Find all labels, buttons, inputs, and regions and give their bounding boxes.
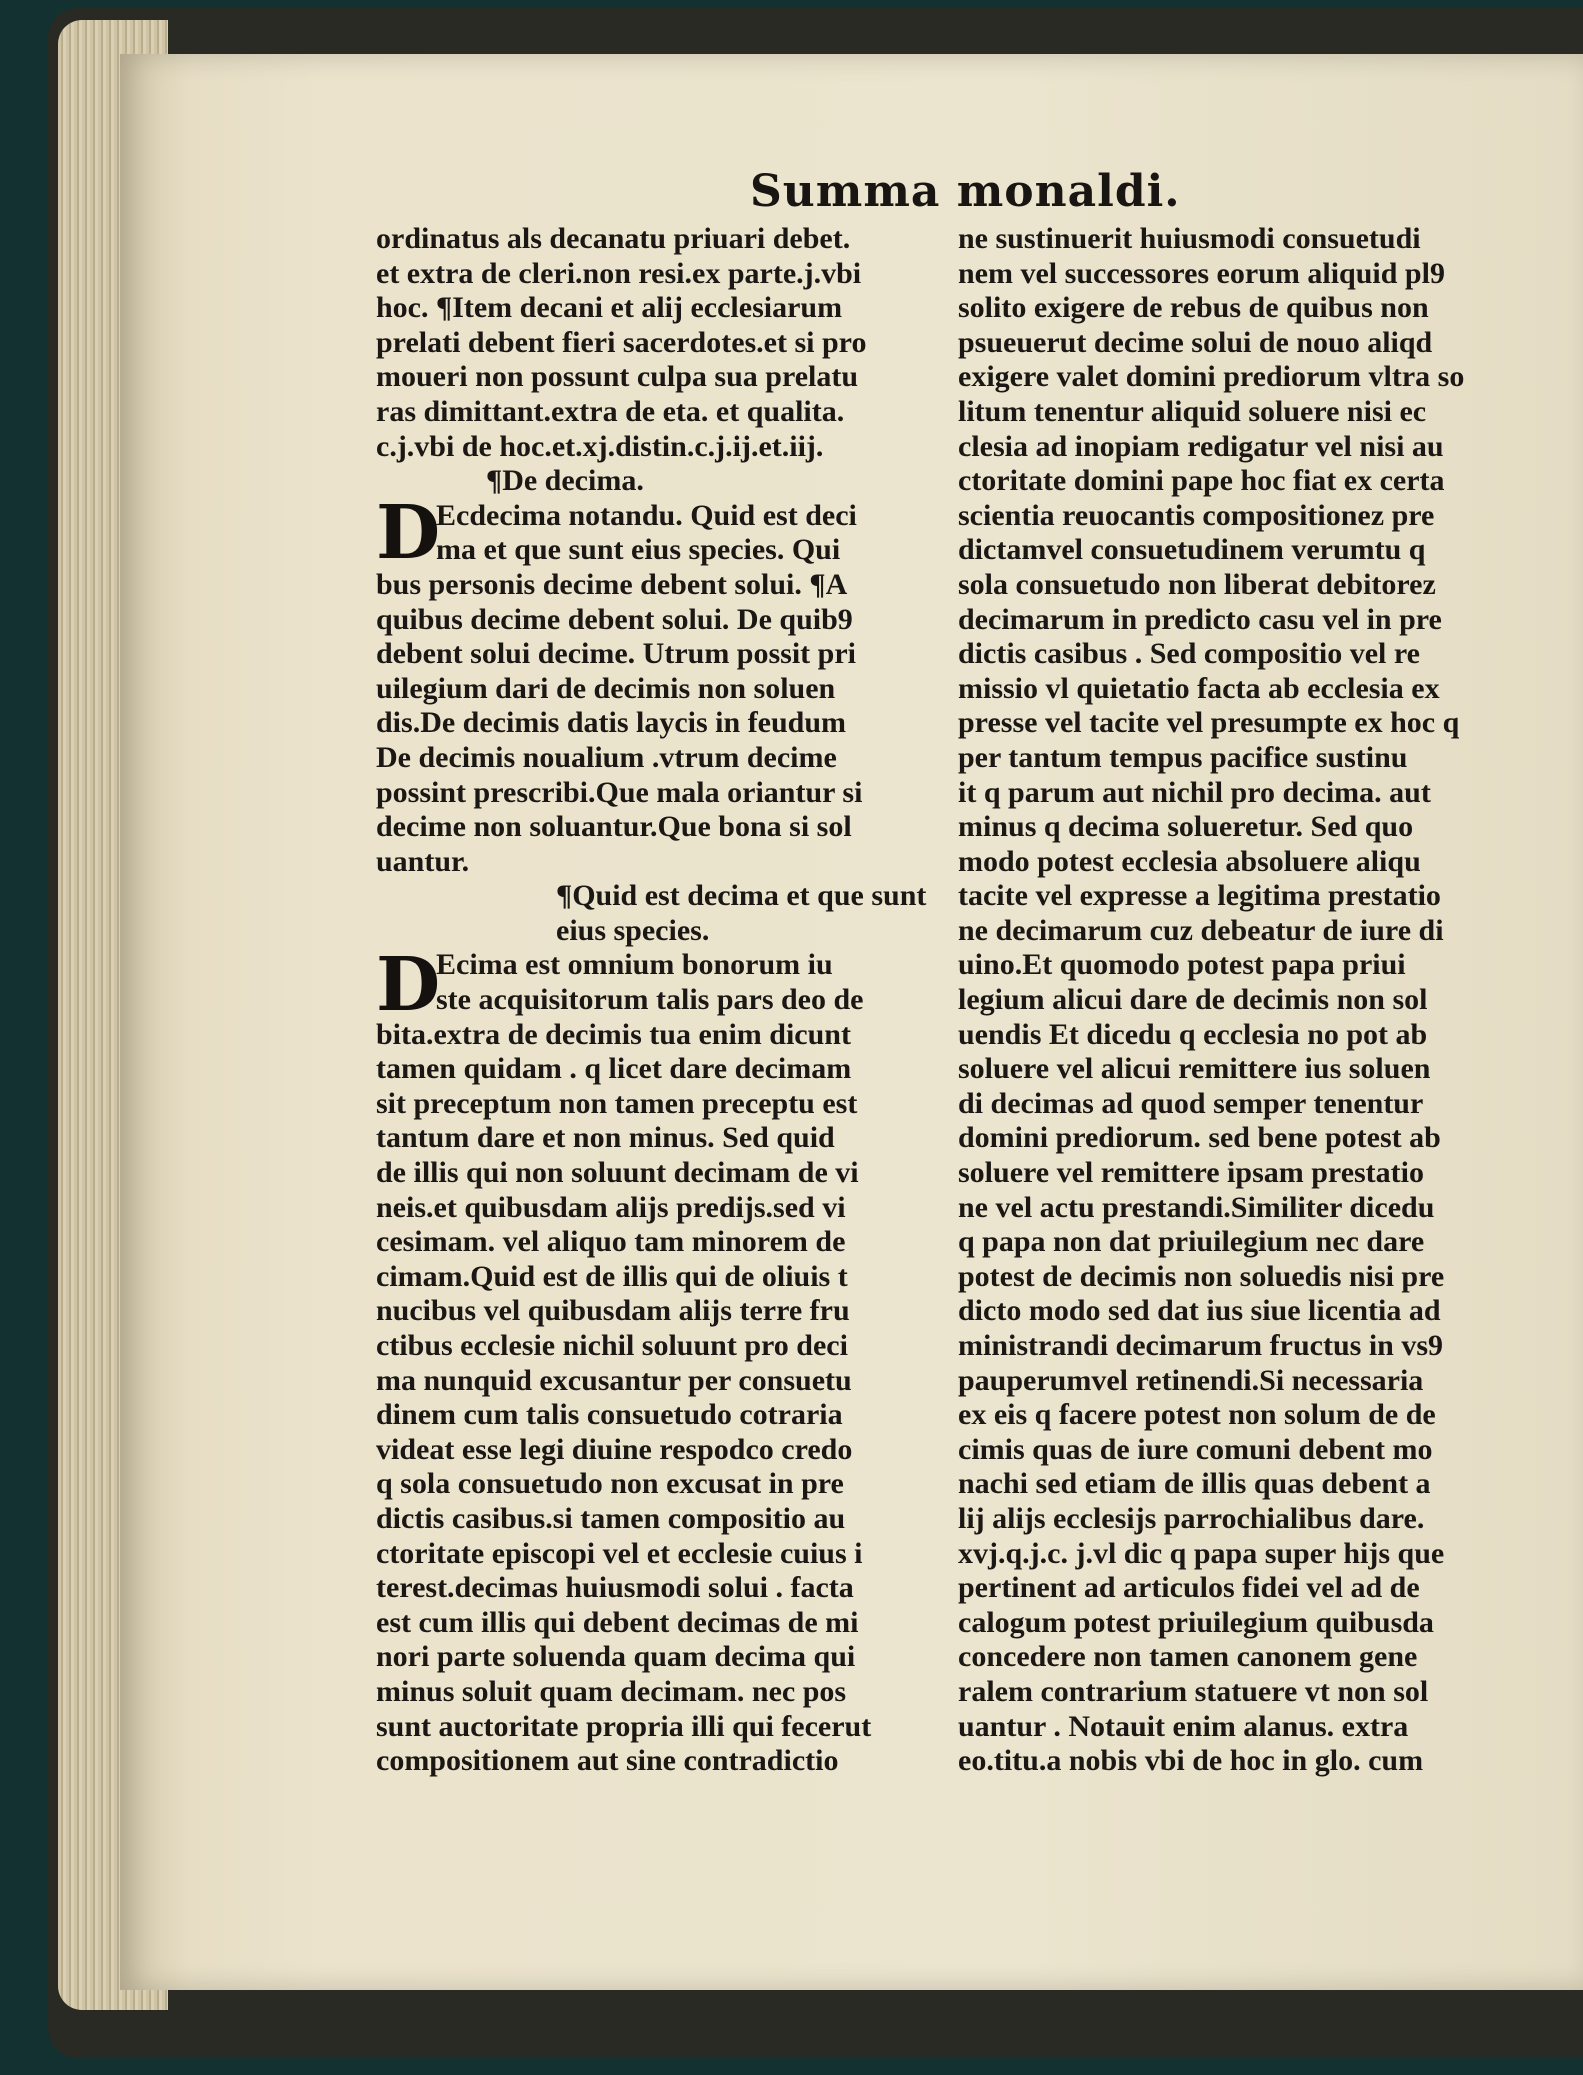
left-column-line: Ecima est omnium bonorum iu (436, 948, 833, 982)
right-column-line: it q parum aut nichil pro decima. aut (958, 775, 1431, 809)
left-column-line: ma nunquid excusantur per consuetu (376, 1363, 852, 1397)
right-column-line: soluere vel remittere ipsam prestatio (958, 1156, 1424, 1190)
right-column-line: minus q decima solueretur. Sed quo (958, 810, 1414, 844)
drop-cap-1: D (376, 490, 441, 576)
right-column-line: uino.Et quomodo potest papa priui (958, 948, 1406, 982)
left-column-line: sunt auctoritate propria illi qui fecerut (376, 1709, 872, 1743)
right-column-line: dicto modo sed dat ius siue licentia ad (958, 1294, 1441, 1328)
right-column-line: ralem contrarium statuere vt non sol (958, 1674, 1429, 1708)
right-column-line: ex eis q facere potest non solum de de (958, 1398, 1436, 1432)
right-column-line: soluere vel alicui remittere ius soluen (958, 1052, 1431, 1086)
left-column-line: ctoritate episcopi vel et ecclesie cuius i (376, 1536, 863, 1570)
right-column-line: calogum potest priuilegium quibusda (958, 1605, 1434, 1639)
left-column-line: bus personis decime debent solui. ¶A (376, 567, 848, 601)
right-column-line: pauperumvel retinendi.Si necessaria (958, 1363, 1424, 1397)
left-column-line: decime non soluantur.Que bona si sol (376, 810, 852, 844)
right-column-line: uendis Et dicedu q ecclesia no pot ab (958, 1017, 1428, 1051)
right-column-line: nem vel successores eorum aliquid pl9 (958, 256, 1445, 290)
right-column-line: ctoritate domini pape hoc fiat ex certa (958, 464, 1445, 498)
left-column-line: bita.extra de decimis tua enim dicunt (376, 1017, 851, 1051)
right-column-line: q papa non dat priuilegium nec dare (958, 1225, 1425, 1259)
right-column-line: concedere non tamen canonem gene (958, 1640, 1418, 1674)
right-column-line: litum tenentur aliquid soluere nisi ec (958, 394, 1427, 428)
left-column-line: minus soluit quam decimam. nec pos (376, 1674, 847, 1708)
right-column-line: psueuerut decime solui de nouo aliqd (958, 325, 1433, 359)
left-column-line: tamen quidam . q licet dare decimam (376, 1052, 852, 1086)
left-column-line: Ecdecima notandu. Quid est deci (436, 498, 857, 532)
left-column-line: neis.et quibusdam alijs predijs.sed vi (376, 1190, 846, 1224)
right-column-line: uantur . Notauit enim alanus. extra (958, 1709, 1409, 1743)
right-text-column (958, 222, 1528, 1779)
right-column-line: tacite vel expresse a legitima prestatio (958, 879, 1441, 913)
right-column-line: solito exigere de rebus de quibus non (958, 291, 1429, 325)
left-column-line: ¶Quid est decima et que sunt (556, 879, 927, 913)
right-column-line: sola consuetudo non liberat debitorez (958, 567, 1436, 601)
left-column-line: De decimis noualium .vtrum decime (376, 740, 837, 774)
right-column-line: lij alijs ecclesijs parrochialibus dare. (958, 1501, 1425, 1535)
left-column-line: uilegium dari de decimis non soluen (376, 671, 836, 705)
left-column-line: c.j.vbi de hoc.et.xj.distin.c.j.ij.et.iij. (376, 429, 824, 463)
running-head: Summa monaldi. (750, 166, 1181, 217)
right-column-line: potest de decimis non soluedis nisi pre (958, 1259, 1445, 1293)
left-column-line: cimam.Quid est de illis qui de oliuis t (376, 1259, 848, 1293)
right-column-line: cimis quas de iure comuni debent mo (958, 1432, 1433, 1466)
right-column-line: legium alicui dare de decimis non sol (958, 983, 1428, 1017)
right-column-line: dictis casibus . Sed compositio vel re (958, 637, 1420, 671)
right-column-line: decimarum in predicto casu vel in pre (958, 602, 1442, 636)
left-column-line: est cum illis qui debent decimas de mi (376, 1605, 859, 1639)
left-column-line: quibus decime debent solui. De quib9 (376, 602, 853, 636)
right-column-line: clesia ad inopiam redigatur vel nisi au (958, 429, 1444, 463)
right-column-line: nachi sed etiam de illis quas debent a (958, 1467, 1431, 1501)
left-column-line: hoc. ¶Item decani et alij ecclesiarum (376, 291, 843, 325)
left-column-line: et extra de cleri.non resi.ex parte.j.vbi (376, 256, 862, 290)
left-text-column (376, 222, 946, 1779)
left-column-line: ordinatus als decanatu priuari debet. (376, 222, 851, 255)
right-column-line: per tantum tempus pacifice sustinu (958, 740, 1408, 774)
right-column-line: modo potest ecclesia absoluere aliqu (958, 844, 1421, 878)
left-column-line: terest.decimas huiusmodi solui . facta (376, 1571, 854, 1605)
right-column-line: missio vl quietatio facta ab ecclesia ex (958, 671, 1440, 705)
left-column-line: debent solui decime. Utrum possit pri (376, 637, 856, 671)
right-column-line: exigere valet domini prediorum vltra so (958, 360, 1465, 394)
right-column-line: eo.titu.a nobis vbi de hoc in glo. cum (958, 1744, 1424, 1778)
left-column-line: nori parte soluenda quam decima qui (376, 1640, 856, 1674)
left-column-line: compositionem aut sine contradictio (376, 1744, 839, 1778)
left-column-line: moueri non possunt culpa sua prelatu (376, 360, 859, 394)
left-column-line: q sola consuetudo non excusat in pre (376, 1467, 844, 1501)
right-column-line: ne decimarum cuz debeatur de iure di (958, 913, 1444, 947)
left-column-line: dis.De decimis datis laycis in feudum (376, 706, 847, 740)
right-column-line: dictamvel consuetudinem verumtu q (958, 533, 1426, 567)
right-column-line: pertinent ad articulos fidei vel ad de (958, 1571, 1420, 1605)
left-column-line: possint prescribi.Que mala oriantur si (376, 775, 863, 809)
left-column-line: eius species. (556, 913, 710, 947)
right-column-line: domini prediorum. sed bene potest ab (958, 1121, 1441, 1155)
right-column-line: xvj.q.j.c. j.vl dic q papa super hijs que (958, 1536, 1445, 1570)
drop-cap-2: D (376, 942, 441, 1028)
left-column-line: ras dimittant.extra de eta. et qualita. (376, 394, 845, 428)
left-column-line: sit preceptum non tamen preceptu est (376, 1086, 858, 1120)
right-column-line: ministrandi decimarum fructus in vs9 (958, 1329, 1444, 1362)
left-column-line: videat esse legi diuine respodco credo (376, 1432, 853, 1466)
right-column-line: ne sustinuerit huiusmodi consuetudi (958, 222, 1421, 255)
left-column-line: tantum dare et non minus. Sed quid (376, 1121, 835, 1155)
left-column-line: cesimam. vel aliquo tam minorem de (376, 1225, 846, 1259)
right-column-line: presse vel tacite vel presumpte ex hoc q (958, 706, 1460, 740)
left-column-line: ¶De decima. (486, 464, 644, 498)
left-column-line: ma et que sunt eius species. Qui (436, 533, 841, 567)
left-column-line: nucibus vel quibusdam alijs terre fru (376, 1294, 850, 1328)
left-column-line: uantur. (376, 844, 470, 878)
left-column-line: ctibus ecclesie nichil soluunt pro deci (376, 1329, 848, 1362)
left-column-line: dictis casibus.si tamen compositio au (376, 1501, 846, 1535)
right-column-line: di decimas ad quod semper tenentur (958, 1086, 1424, 1120)
left-column-line: prelati debent fieri sacerdotes.et si pro (376, 325, 867, 359)
right-column-line: scientia reuocantis compositionez pre (958, 498, 1435, 532)
left-column-line: ste acquisitorum talis pars deo de (436, 983, 864, 1017)
right-column-line: ne vel actu prestandi.Similiter dicedu (958, 1190, 1435, 1224)
left-column-line: dinem cum talis consuetudo cotraria (376, 1398, 843, 1432)
left-column-line: de illis qui non soluunt decimam de vi (376, 1156, 859, 1190)
